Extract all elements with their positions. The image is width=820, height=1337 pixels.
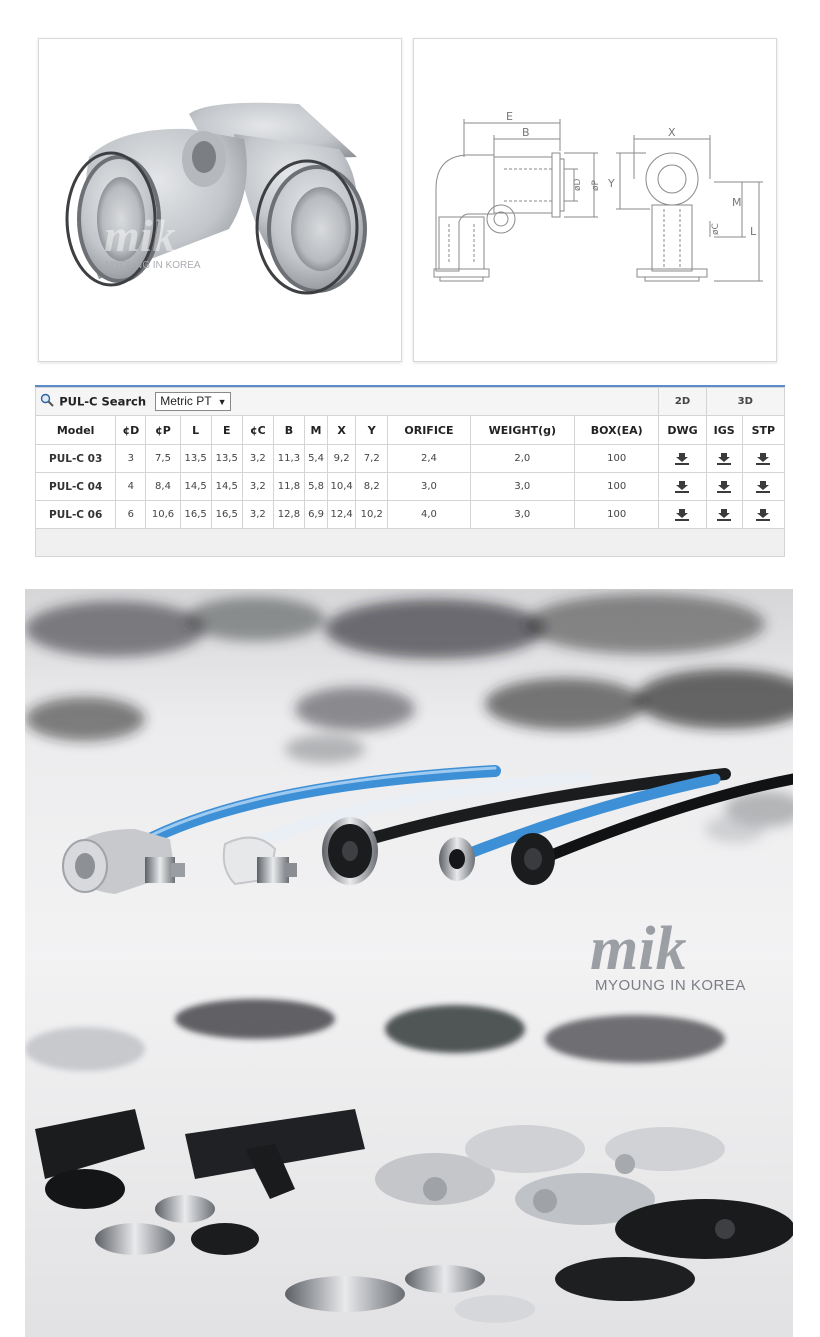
column-header-b: B [273, 416, 304, 445]
fittings-hero-photo [25, 589, 793, 1337]
dim-label-l: L [750, 225, 757, 238]
table-footer-spacer [36, 529, 785, 557]
cell-box: 100 [575, 473, 659, 501]
table-row [36, 501, 785, 529]
svg-text:mik: mik [104, 210, 176, 261]
column-header-y: Y [356, 416, 388, 445]
column-header-weight: WEIGHT(g) [470, 416, 574, 445]
cell-c: 3,2 [242, 501, 273, 529]
magnifier-icon [40, 393, 54, 410]
cell-b: 12,8 [273, 501, 304, 529]
cell-c: 3,2 [242, 445, 273, 473]
dim-label-b: B [522, 126, 530, 139]
column-header-c: ¢C [242, 416, 273, 445]
column-header-dwg: DWG [659, 416, 706, 445]
column-header-orifice: ORIFICE [388, 416, 470, 445]
cell-dwg [659, 473, 706, 501]
cell-box: 100 [575, 445, 659, 473]
download-dwg-icon[interactable] [674, 508, 690, 522]
cell-igs [706, 501, 742, 529]
search-cell [36, 388, 659, 416]
cell-e: 13,5 [211, 445, 242, 473]
download-dwg-icon[interactable] [674, 480, 690, 494]
column-header-row [36, 416, 785, 445]
group-header-3d: 3D [706, 388, 784, 416]
cell-p: 8,4 [146, 473, 180, 501]
cell-y: 8,2 [356, 473, 388, 501]
cell-igs [706, 473, 742, 501]
table-row [36, 473, 785, 501]
cell-d: 6 [116, 501, 146, 529]
brand-name: MYOUNG IN KOREA [595, 977, 746, 994]
download-stp-icon[interactable] [755, 480, 771, 494]
download-dwg-icon[interactable] [674, 452, 690, 466]
cell-m: 6,9 [304, 501, 327, 529]
cell-model: PUL-C 03 [36, 445, 116, 473]
download-igs-icon[interactable] [716, 480, 732, 494]
download-stp-icon[interactable] [755, 452, 771, 466]
download-igs-icon[interactable] [716, 452, 732, 466]
column-header-e: E [211, 416, 242, 445]
column-header-m: M [304, 416, 327, 445]
cell-y: 10,2 [356, 501, 388, 529]
column-header-stp: STP [742, 416, 784, 445]
cell-m: 5,4 [304, 445, 327, 473]
dim-label-y: Y [608, 177, 615, 190]
cell-orifice: 3,0 [388, 473, 470, 501]
table-row [36, 445, 785, 473]
cell-p: 7,5 [146, 445, 180, 473]
chevron-down-icon: ▼ [217, 397, 227, 407]
cell-box: 100 [575, 501, 659, 529]
cell-stp [742, 501, 784, 529]
cell-stp [742, 445, 784, 473]
dim-label-c: øC [711, 223, 721, 235]
cell-y: 7,2 [356, 445, 388, 473]
cell-b: 11,3 [273, 445, 304, 473]
cell-e: 14,5 [211, 473, 242, 501]
dim-label-p: øP [591, 180, 601, 191]
cell-l: 14,5 [180, 473, 211, 501]
cell-stp [742, 473, 784, 501]
cell-e: 16,5 [211, 501, 242, 529]
cell-d: 4 [116, 473, 146, 501]
spec-table [35, 387, 785, 557]
dim-label-e: E [506, 110, 513, 123]
column-header-l: L [180, 416, 211, 445]
cell-model: PUL-C 06 [36, 501, 116, 529]
search-label: PUL-C Search [59, 394, 147, 409]
unit-select-value: Metric PT [160, 394, 212, 408]
cell-igs [706, 445, 742, 473]
spec-rows [36, 445, 785, 529]
brand-mark: mik [590, 915, 687, 983]
cell-orifice: 4,0 [388, 501, 470, 529]
dim-label-m: M [732, 196, 742, 209]
cell-x: 12,4 [328, 501, 356, 529]
cell-dwg [659, 501, 706, 529]
column-header-x: X [328, 416, 356, 445]
watermark-text: MYOUNG IN KOREA [105, 260, 201, 271]
cell-weight: 3,0 [470, 473, 574, 501]
column-header-p: ¢P [146, 416, 180, 445]
cell-m: 5,8 [304, 473, 327, 501]
cell-dwg [659, 445, 706, 473]
cell-weight: 2,0 [470, 445, 574, 473]
cell-c: 3,2 [242, 473, 273, 501]
elbow-fitting-photo [39, 39, 401, 361]
footer-spacer-cell [36, 529, 785, 557]
product-photo-card [38, 38, 402, 362]
cell-weight: 3,0 [470, 501, 574, 529]
cell-orifice: 2,4 [388, 445, 470, 473]
download-igs-icon[interactable] [716, 508, 732, 522]
technical-drawing-card [413, 38, 777, 362]
column-header-model: Model [36, 416, 116, 445]
cell-p: 10,6 [146, 501, 180, 529]
cell-x: 9,2 [328, 445, 356, 473]
cell-b: 11,8 [273, 473, 304, 501]
cell-x: 10,4 [328, 473, 356, 501]
column-header-igs: IGS [706, 416, 742, 445]
dim-label-d: øD [573, 178, 583, 191]
dimension-drawing [414, 39, 776, 361]
column-header-box: BOX(EA) [575, 416, 659, 445]
group-header-2d: 2D [659, 388, 706, 416]
search-row [36, 388, 785, 416]
cell-model: PUL-C 04 [36, 473, 116, 501]
spec-table-panel [35, 385, 785, 544]
unit-select[interactable] [155, 392, 231, 411]
cell-l: 16,5 [180, 501, 211, 529]
dim-label-x: X [668, 126, 676, 139]
download-stp-icon[interactable] [755, 508, 771, 522]
column-header-d: ¢D [116, 416, 146, 445]
cell-l: 13,5 [180, 445, 211, 473]
cell-d: 3 [116, 445, 146, 473]
